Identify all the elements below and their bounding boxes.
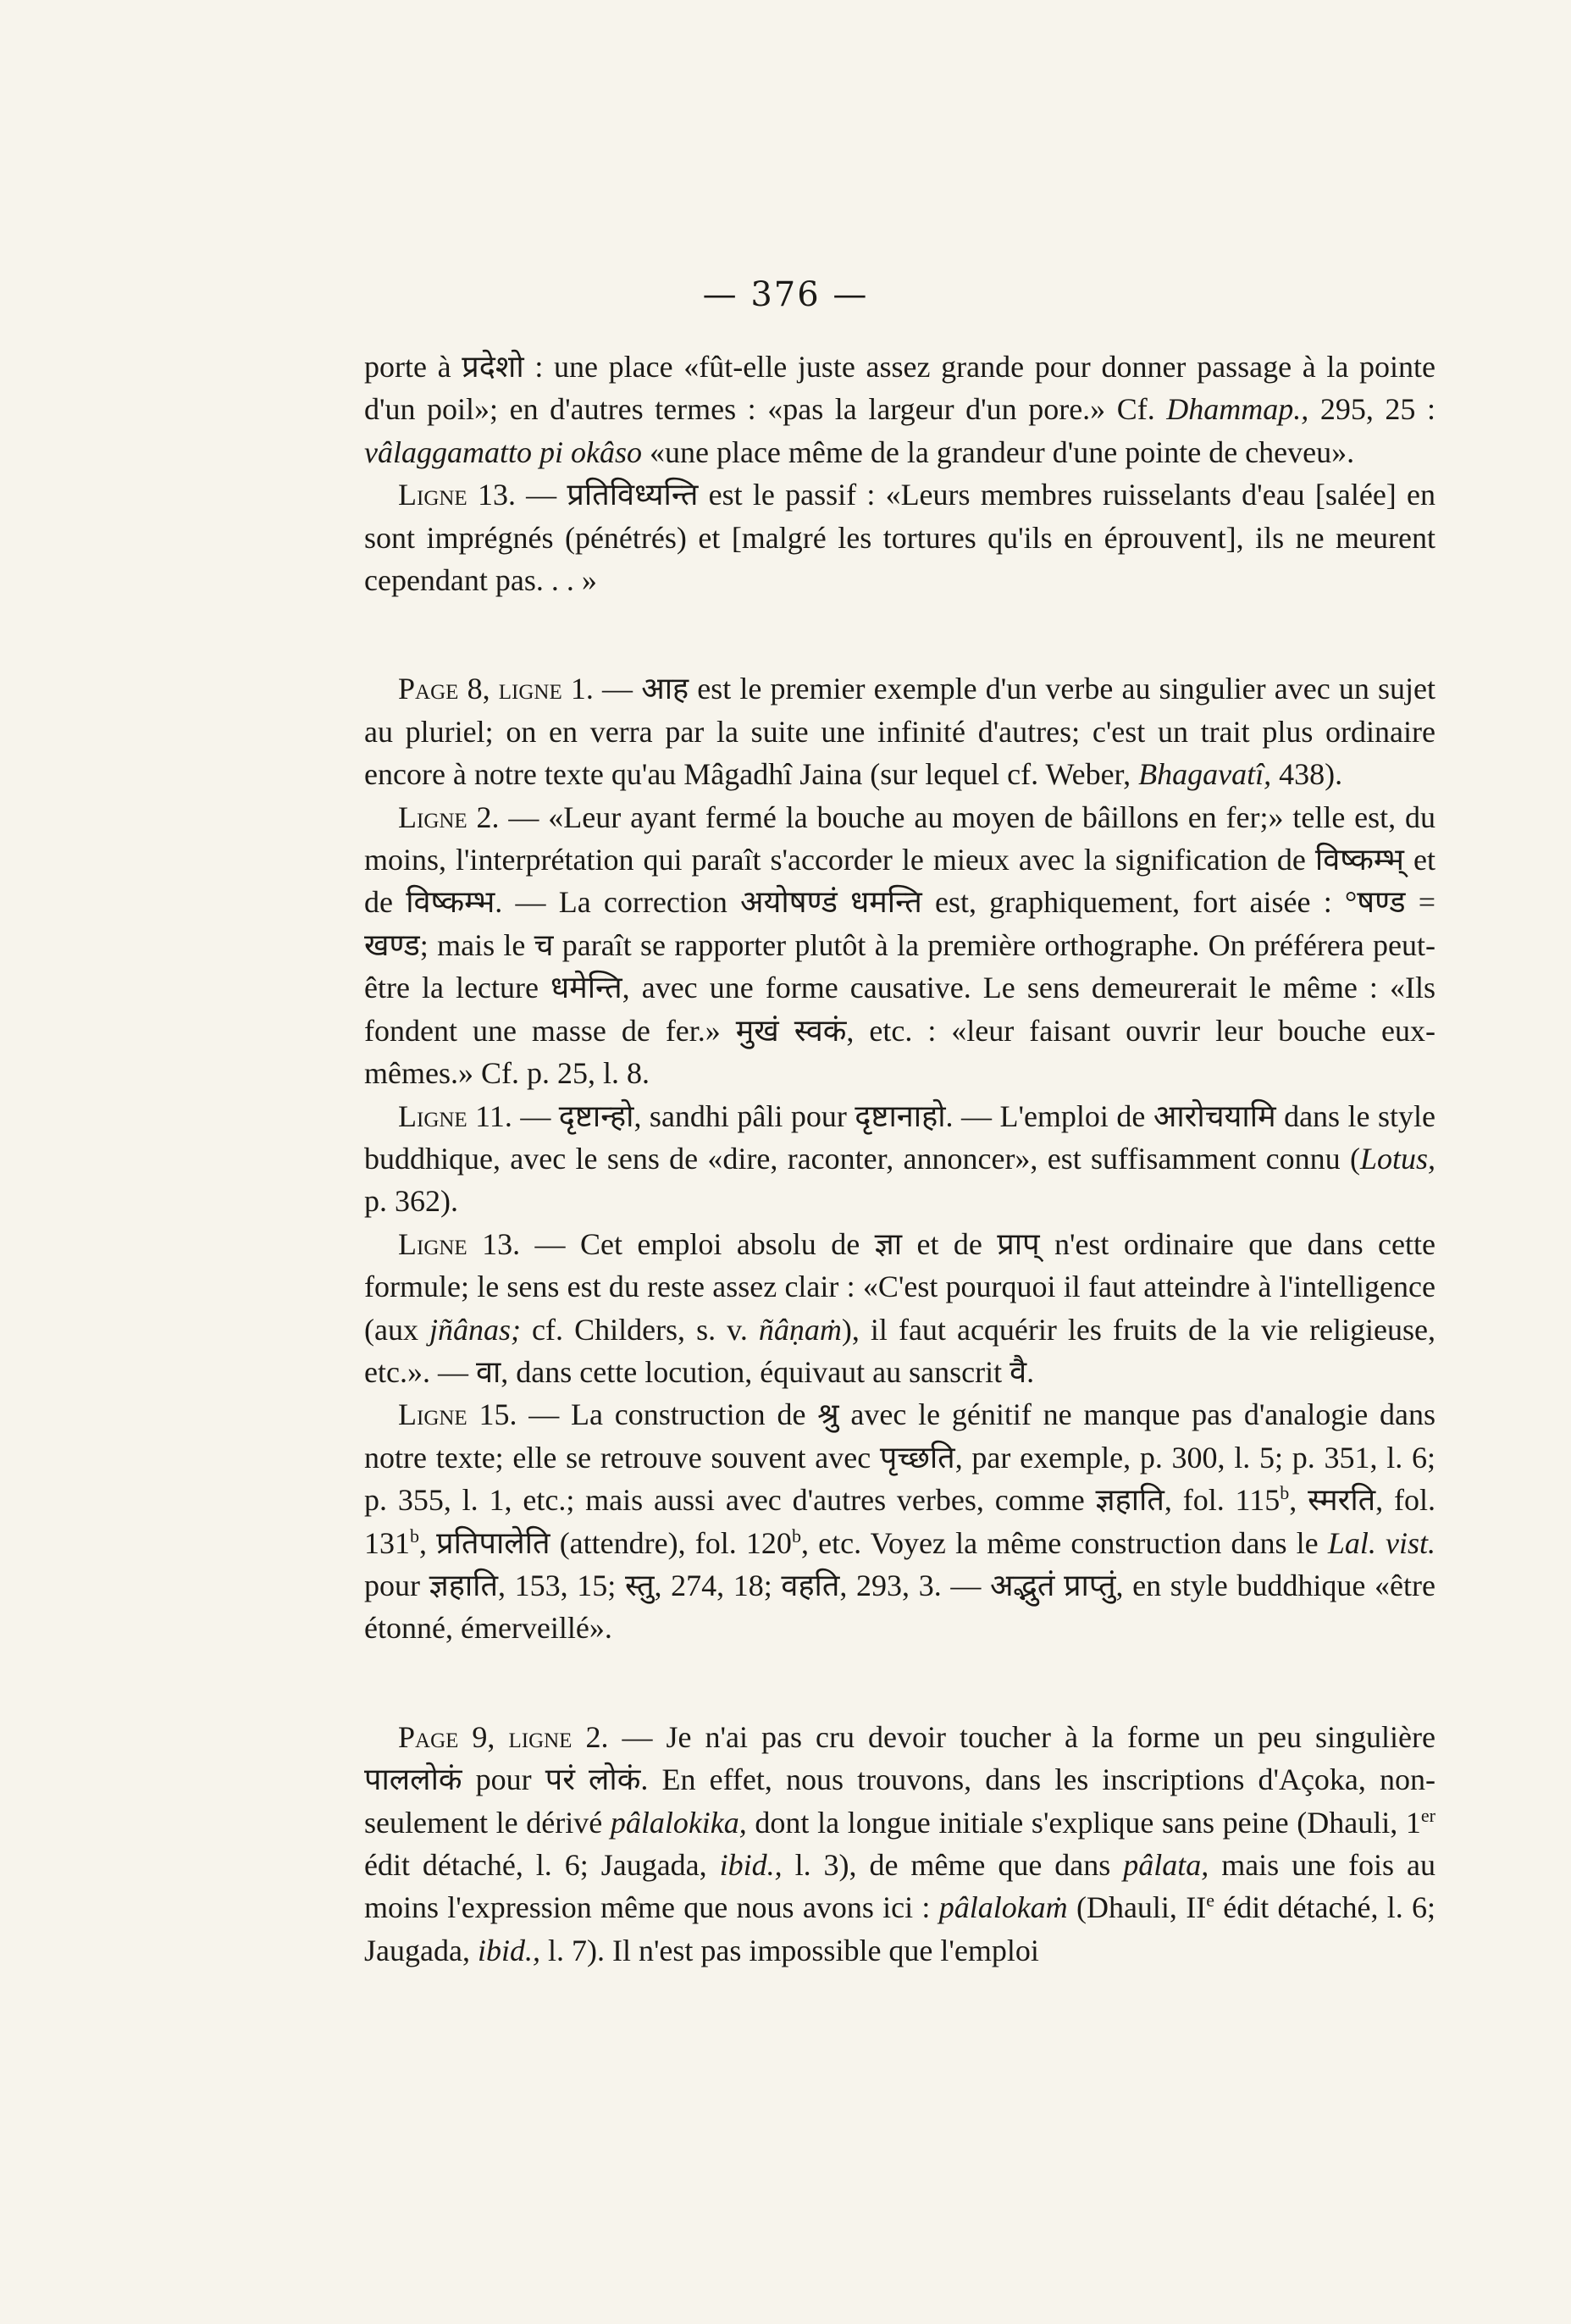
superscript: b [1280, 1482, 1290, 1504]
italic-text: pâlata, [1123, 1848, 1209, 1882]
italic-text: ibid., [477, 1933, 540, 1967]
body-text [364, 346, 1435, 1972]
text-run: édit détaché, l. 6; Jaugada, [364, 1848, 720, 1882]
text-run: cf. Childers, s. v. [521, 1312, 759, 1347]
text-run: pour ज्ञहाति, 153, 15; स्तु, 274, 18; वहति, 293, 3. — अद्भुतं प्राप्तुं, en style buddhique «être étonné, émerveillé». [364, 1568, 1435, 1646]
page-number: — 376 — [702, 275, 869, 314]
text-run: 15. — La construction de श्रु avec le génitif ne manque pas d'analogie dans notre texte; elle se retrouve souvent avec पृच्छति, par exemple, p. 300, l. 5; p. 351, l. 6; p. 355, l. 1, etc.; mais aussi avec d'autres verbes, comme ज्ञहाति, fol. 115 [364, 1397, 1435, 1518]
text-run: 438). [1271, 757, 1343, 792]
italic-text: Dhammap., [1166, 392, 1309, 427]
paragraph-p7 [364, 1393, 1435, 1649]
text-run: 2. — «Leur ayant fermé la bouche au moyen de bâillons en fer;» telle est, du moins, l'interprétation qui paraît s'accorder le mieux avec la signification de विष्कम्भ् et de विष्कम्भ. — La correction अयोषण्डं धमन्ति est, graphiquement, fort aisée : °षण्ड = खण्ड; mais le च paraît se rapporter plutôt à la première orthographe. On préférera peut-être la lecture धमेन्ति, avec une forme causative. Le sens demeurerait le même : «Ils fondent une masse de fer.» मुखं स्वकं, etc. : «leur faisant ouvrir leur bouche eux-mêmes.» Cf. p. 25, l. 8. [364, 800, 1435, 1091]
text-run: mais une fois au moins l'expression même que nous avons ici : [364, 1848, 1435, 1925]
text-run: 11. — दृष्टान्हो, sandhi pâli pour दृष्टानाहो. — L'emploi de आरोचयामि dans le style buddhique, avec le sens de «dire, raconter, annoncer», est suffisamment connu ( [364, 1098, 1435, 1176]
paragraph-p3 [364, 667, 1435, 795]
italic-text: pâlalokaṁ [938, 1890, 1068, 1925]
text-run: 8, [458, 672, 499, 706]
text-run: édit détaché, l. 6; Jaugada, [364, 1890, 1436, 1967]
text-run: , etc. Voyez la même construction dans le [800, 1525, 1328, 1560]
paragraph-p8 [364, 1716, 1435, 1972]
italic-text: ñâṇaṁ [758, 1312, 842, 1347]
text-run: 295, 25 : [1308, 392, 1435, 427]
text-run: 1. — आह est le premier exemple d'un verbe au singulier avec un sujet au pluriel; on en verra par la suite une infinité d'autres; c'est un trait plus ordinaire encore à notre texte qu'au Mâgadhî Jaina (sur lequel cf. Weber, [364, 672, 1436, 792]
italic-text: vâlaggamatto pi okâso [364, 434, 642, 469]
small-caps-label: Ligne [398, 1226, 467, 1261]
italic-text: Lal. vist. [1327, 1525, 1435, 1560]
paragraph-p6 [364, 1223, 1435, 1394]
text-run: 13. — Cet emploi absolu de ज्ञा et de प्राप् n'est ordinaire que dans cette formule; le sens est du reste assez clair : «C'est pourquoi il faut atteindre à l'intelligence (aux [364, 1226, 1435, 1347]
text-run: 9, [458, 1719, 509, 1754]
small-caps-label: Ligne [398, 800, 467, 834]
italic-text: Lotus, [1359, 1141, 1435, 1176]
superscript: e [1206, 1890, 1214, 1912]
small-caps-label: Page [398, 1719, 459, 1754]
small-caps-label: Page [398, 672, 459, 706]
text-run: «une place même de la grandeur d'une pointe de cheveu». [641, 434, 1355, 469]
paragraph-p2 [364, 473, 1435, 601]
text-run: (Dhauli, II [1067, 1890, 1207, 1925]
text-run: p. 362). [364, 1184, 458, 1219]
small-caps-label: Ligne [398, 1397, 467, 1432]
text-run: l. 3), de même que dans [782, 1848, 1124, 1882]
italic-text: ibid., [719, 1848, 783, 1882]
text-run: l. 7). Il n'est pas impossible que l'emploi [539, 1933, 1039, 1967]
paragraph-p4 [364, 796, 1435, 1095]
text-run: dont la longue initiale s'explique sans peine (Dhauli, 1 [746, 1805, 1421, 1840]
italic-text: Bhagavatî, [1138, 757, 1272, 792]
small-caps-label: ligne [508, 1719, 573, 1754]
small-caps-label: ligne [498, 672, 562, 706]
paragraph-p1 [364, 346, 1435, 473]
italic-text: pâlalokika, [610, 1805, 747, 1840]
superscript: er [1420, 1804, 1435, 1826]
superscript: b [791, 1524, 801, 1547]
italic-text: jñânas; [429, 1312, 522, 1347]
superscript: b [410, 1524, 419, 1547]
small-caps-label: Ligne [398, 478, 467, 512]
small-caps-label: Ligne [398, 1098, 467, 1133]
text-run: porte à प्रदेशो : une place «fût-elle juste assez grande pour donner passage à la pointe d'un poil»; en d'autres termes : «pas la largeur d'un pore.» Cf. [364, 350, 1435, 427]
text-run: , स्मरति, fol. 131 [364, 1483, 1436, 1560]
text-run: 2. — Je n'ai pas cru devoir toucher à la forme un peu singulière पाललोकं pour परं लोकं. En effet, nous trouvons, dans les inscriptions d'Açoka, non-seulement le dérivé [364, 1719, 1436, 1840]
text-run: ), il faut acquérir les fruits de la vie religieuse, etc.». — वा, dans cette locution, équivaut au sanscrit वै. [364, 1312, 1436, 1389]
text-run: , प्रतिपालेति (attendre), fol. 120 [419, 1525, 792, 1560]
paragraph-p5 [364, 1095, 1435, 1223]
text-run: 13. — प्रतिविध्यन्ति est le passif : «Leurs membres ruisselants d'eau [salée] en sont imprégnés (pénétrés) et [malgré les tortures qu'ils en éprouvent], ils ne meurent cependant pas. . . » [364, 478, 1435, 598]
